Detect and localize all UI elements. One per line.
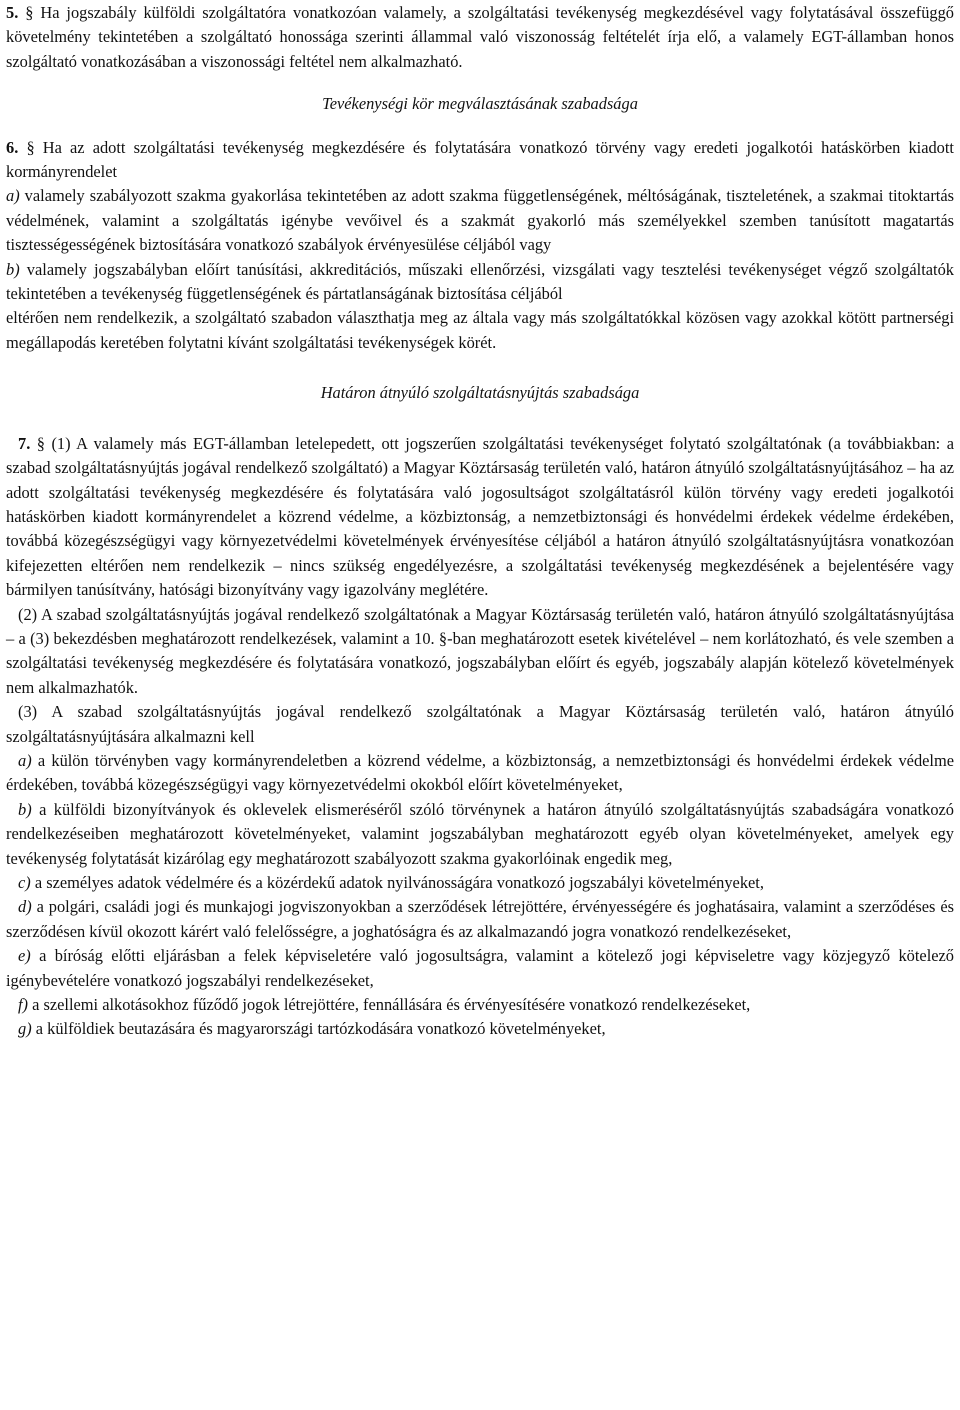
- section-5-text: Ha jogszabály külföldi szolgáltatóra vonatkozóan valamely, a szolgáltatási tevékenység megkezdésével vagy folytatásával összefüggő követelmény tekintetében a szolgáltató honossága szerinti állammal való viszonosság feltételét írja elő, a valamely EGT-államban honos szolgáltató vonatkozásában a viszonossági feltétel nem alkalmazható.: [6, 3, 954, 71]
- point-text: a külön törvényben vagy kormányrendeletben a közrend védelme, a közbiztonság, a nemzetbiztonsági és honvédelmi érdekek védelme érdekében, továbbá közegészségügyi vagy környezetvédelmi okokból előírt követelményeket,: [6, 750, 954, 795]
- point-label: c): [18, 873, 31, 892]
- point-text: a külföldiek beutazására és magyarországi tartózkodására vonatkozó követelményeket,: [35, 1019, 606, 1039]
- point-text: a bíróság előtti eljárásban a felek képviseletére való jogosultságra, valamint a kötelező jogi képviseletre vagy közjegyző kötelező igénybevételére vonatkozó jogszabályi rendelkezéseket,: [6, 946, 954, 990]
- point-text: a polgári, családi jogi és munkajogi jogviszonyokban a szerződések létrejöttére, érvényességére és joghatásaira, valamint a szerződéses és szerződésen kívül okozott kárért való felelősségre, a joghatóságra és az alkalmazandó jogra vonatkozó rendelkezéseket,: [6, 897, 954, 941]
- section-6-intro: [6, 136, 954, 185]
- section-7-point-e: [6, 944, 954, 993]
- paragraph-text: (1) A valamely más EGT-államban letelepedett, ott jogszerűen szolgáltatási tevékenységet folytató szolgáltatónak (a továbbiakban: a szabad szolgáltatásnyújtás jogával rendelkező szolgáltató) a Magyar Köztársaság területén való, határon átnyúló szolgáltatásnyújtásához – ha az adott szolgáltatási tevékenység megkezdésére és folytatására való jogosultságot szolgáltatásról külön törvény vagy eredeti jogalkotói hatáskörben kiadott kormányrendelet a közrend védelme, a közbiztonság, a nemzetbiztonsági és honvédelmi érdekek védelme érdekében, továbbá közegészségügyi vagy környezetvédelmi követelmények érvényesítése céljából a határon átnyúló szolgáltatásnyújtásra vonatkozóan kifejezetten eltérően nem rendelkezik – nincs szükség engedélyezésre, a szolgáltatási tevékenység megkezdésének a bejelentésére vagy bármilyen tanúsítvány, hatósági bizonyítvány vagy igazolvány meglétére.: [6, 433, 954, 600]
- section-5: [6, 1, 954, 74]
- point-label: b): [6, 259, 20, 279]
- point-label: f): [18, 995, 29, 1015]
- section-6-point-a: [6, 184, 954, 257]
- point-text: a személyes adatok védelmére és a közérdekű adatok nyilvánosságára vonatkozó jogszabályi követelményeket,: [34, 873, 764, 892]
- point-label: d): [18, 897, 32, 917]
- section-6-point-b: [6, 258, 954, 307]
- section-6-intro-text: Ha az adott szolgáltatási tevékenység megkezdésére és folytatására vonatkozó törvény vagy eredeti jogalkotói hatáskörben kiadott kormányrendelet: [6, 137, 954, 182]
- section-7-point-d: [6, 895, 954, 944]
- section-7-point-b: [6, 798, 954, 871]
- point-text: a szellemi alkotásokhoz fűződő jogok létrejöttére, fennállására és érvényesítésére vonatkozó rendelkezéseket,: [32, 995, 751, 1015]
- section-7-point-a: [6, 749, 954, 798]
- point-text: valamely jogszabályban előírt tanúsítási, akkreditációs, műszaki ellenőrzési, vizsgálati vagy tesztelési tevékenységet végző szolgáltatók tekintetében a tevékenység függetlenségének és pártatlanságának biztosítása céljából: [6, 259, 954, 304]
- section-7-point-c: [6, 871, 954, 895]
- section-7-number: 7.: [18, 433, 31, 453]
- point-label: b): [18, 799, 32, 819]
- section-7-paragraph-3: (3) A szabad szolgáltatásnyújtás jogával rendelkező szolgáltatónak a Magyar Köztársaság területén való, határon átnyúló szolgáltatásnyújtására alkalmazni kell: [6, 702, 954, 746]
- section-sign: §: [36, 433, 45, 453]
- section-7-paragraph-1: [6, 432, 954, 603]
- section-7-point-g: [6, 1017, 954, 1041]
- point-label: a): [18, 750, 32, 770]
- point-label: g): [18, 1019, 32, 1039]
- section-5-number: 5.: [6, 3, 19, 22]
- section-sign: §: [26, 137, 35, 157]
- point-text: a külföldi bizonyítványok és oklevelek elismeréséről szóló törvénynek a határon átnyúló szolgáltatásnyújtás szabadságára vonatkozó rendelkezéseiben meghatározott követelményeket, valamint jogszabályban meghatározott egyéb olyan követelményeket, amelyek egy tevékenység folytatását kizárólag egy meghatározott szabályozott szakma gyakorlóinak engedik meg,: [6, 799, 954, 868]
- heading-cross-border: Határon átnyúló szolgáltatásnyújtás szabadsága: [320, 383, 640, 403]
- section-7-paragraph-2: (2) A szabad szolgáltatásnyújtás jogával rendelkező szolgáltatónak a Magyar Köztársaság területén való, határon átnyúló szolgáltatásnyújtása – a (3) bekezdésben meghatározott rendelkezések, valamint a 10. §-ban meghatározott esetek kivételével – nem korlátozható, és vele szemben a szolgáltatási tevékenység megkezdésére és folytatására vonatkozó, jogszabályban előírt és egyéb, jogszabály alapján kötelező követelmények nem alkalmazhatók.: [6, 604, 954, 697]
- point-label: a): [6, 186, 20, 206]
- section-sign: §: [25, 3, 34, 22]
- section-7-point-f: [6, 993, 954, 1017]
- heading-activity-choice: Tevékenységi kör megválasztásának szabadsága: [322, 94, 638, 114]
- point-label: e): [18, 946, 31, 966]
- section-6-closing: eltérően nem rendelkezik, a szolgáltató szabadon választhatja meg az általa vagy más szolgáltatókkal közösen vagy azokkal kötött partnerségi megállapodás keretében folytatni kívánt szolgáltatási tevékenységek körét.: [6, 308, 954, 352]
- point-text: valamely szabályozott szakma gyakorlása tekintetében az adott szakma függetlenségének, méltóságának, tiszteletének, a szakmai titoktartás védelmének, valamint a szolgáltatás igénybe vevőivel és a szakmát gyakorló más személyekkel szemben tanúsított magatartás tisztességességének biztosítására vonatkozó szabályok érvényesülése céljából vagy: [6, 186, 954, 255]
- section-6-number: 6.: [6, 137, 19, 157]
